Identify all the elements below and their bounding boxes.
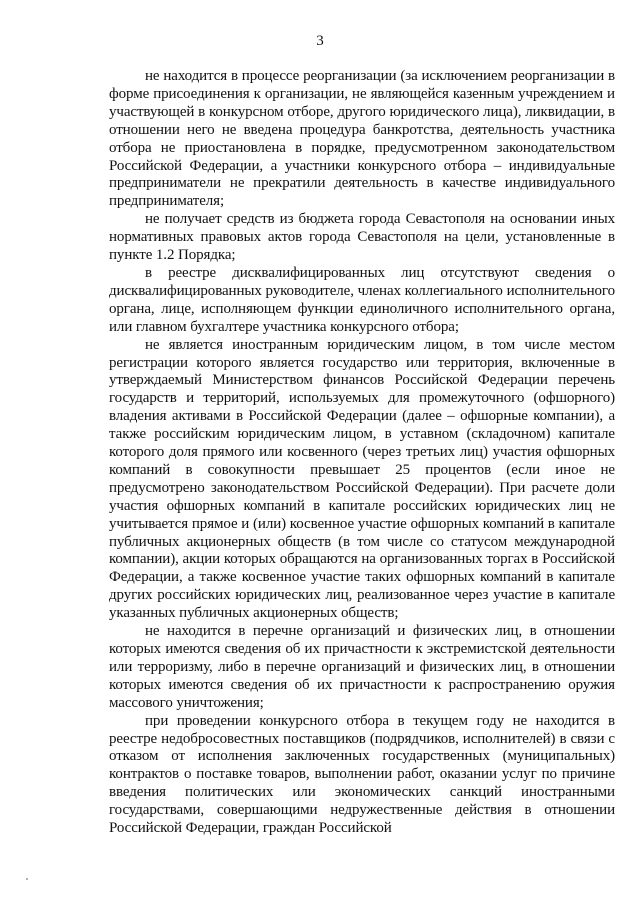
paragraph-offshore-companies: не является иностранным юридическим лицом, в том числе местом регистрации которого является государство или территория, включенные в утверждаемый Министерством финансов Российской Федерации перечень государств и территорий, используемых для промежуточного (офшорного) владения активами в Российской Федерации (далее – офшорные компании), а также российским юридическим лицом, в уставном (складочном) капитале которого доля прямого или косвенного (через третьих лиц) участия офшорных компаний в совокупности превышает 25 процентов (если иное не предусмотрено законодательством Российской Федерации). При расчете доли участия офшорных компаний в капитале российских юридических лиц не учитывается прямое и (или) косвенное участие офшорных компаний в капитале публичных акционерных обществ (в том числе со статусом международной компании), акции которых обращаются на организованных торгах в Российской Федерации, а также косвенное участие таких офшорных компаний в капитале других российских юридических лиц, реализованное через участие в капитале указанных публичных акционерных обществ;: [109, 336, 615, 622]
page-number: 3: [316, 33, 324, 49]
paragraph-extremism-list: не находится в перечне организаций и физических лиц, в отношении которых имеются сведения об их причастности к экстремистской деятельности или терроризму, либо в перечне организаций и физических лиц, в отношении которых имеются сведения об их причастности к распространению оружия массового уничтожения;: [109, 623, 615, 711]
paragraph-budget-funds: не получает средств из бюджета города Севастополя на основании иных нормативных правовых актов города Севастополя на цели, установленные в пункте 1.2 Порядка;: [109, 211, 615, 264]
paragraph-disqualified-persons: в реестре дисквалифицированных лиц отсутствуют сведения о дисквалифицированных руководителе, членах коллегиального исполнительного органа, лице, исполняющем функции единоличного исполнительного органа, или главном бухгалтере участника конкурсного отбора;: [109, 264, 615, 335]
scan-speck: [26, 878, 28, 880]
paragraph-reorganization: не находится в процессе реорганизации (за исключением реорганизации в форме присоединения к организации, не являющейся казенным учреждением и участвующей в конкурсном отборе, другого юридического лица), ликвидации, в отношении него не введена процедура банкротства, деятельность участника отбора не приостановлена в порядке, предусмотренном законодательством Российской Федерации, а участники конкурсного отбора – индивидуальные предприниматели не прекратили деятельность в качестве индивидуального предпринимателя;: [109, 68, 615, 210]
paragraph-unfair-suppliers: при проведении конкурсного отбора в текущем году не находится в реестре недобросовестных поставщиков (подрядчиков, исполнителей) в связи с отказом от исполнения заключенных государственных (муниципальных) контрактов о поставке товаров, выполнении работ, оказании услуг по причине введения политических или экономических санкций иностранными государствами, совершающими недружественные действия в отношении Российской Федерации, граждан Российской: [109, 712, 615, 837]
document-body: [109, 68, 615, 838]
